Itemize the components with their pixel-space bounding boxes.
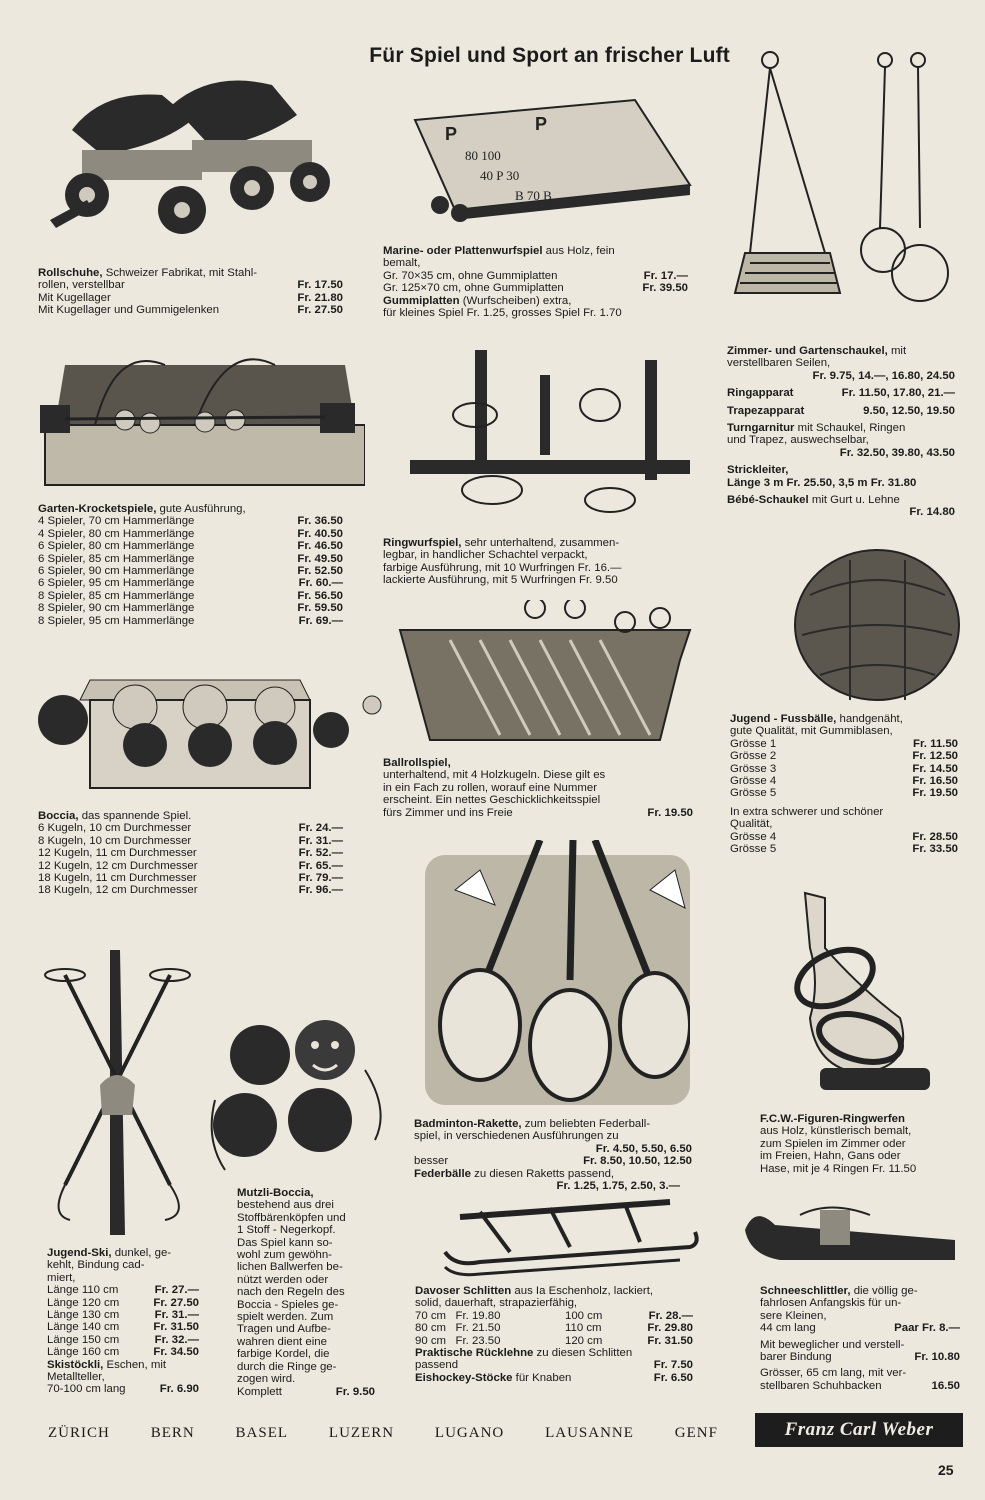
row-label: Grösse 5	[730, 787, 777, 800]
row-price: Fr. 52.50	[297, 565, 343, 578]
city-name: ZÜRICH	[48, 1425, 110, 1441]
schaukel-desc: mit	[887, 345, 907, 357]
krocket-heading: Garten-Krocketspiele,	[38, 503, 157, 515]
price-row	[38, 860, 343, 872]
row-label: 4 Spieler, 80 cm Hammerlänge	[38, 527, 195, 540]
row-label: 44 cm lang	[760, 1322, 816, 1335]
row-label: 8 Spieler, 90 cm Hammerlänge	[38, 602, 195, 615]
figuren-block	[760, 1113, 960, 1175]
mutzli-line: spielt werden. Zum	[237, 1311, 334, 1324]
eishockey-heading: Eishockey-Stöcke	[415, 1371, 513, 1384]
price-row	[730, 831, 958, 843]
row-price: Fr. 14.50	[912, 762, 958, 775]
row-label: 18 Kugeln, 11 cm Durchmesser	[38, 872, 197, 885]
federbaelle-prices: Fr. 1.25, 1.75, 2.50, 3.—	[556, 1180, 680, 1193]
skis-and-poles-illustration	[40, 945, 200, 1245]
row-price: Fr. 21.80	[297, 291, 343, 304]
federbaelle-desc: zu diesen Raketts passend,	[470, 1167, 615, 1180]
row-price: Fr. 27.50	[153, 1296, 199, 1309]
row-price: Fr. 17.—	[643, 269, 688, 282]
city-name: BASEL	[235, 1425, 289, 1441]
boccia-desc: das spannende Spiel.	[78, 810, 192, 822]
marine-desc-2: bemalt,	[383, 257, 421, 270]
figuren-heading: F.C.W.-Figuren-Ringwerfen	[760, 1113, 905, 1125]
logo-text: Franz Carl Weber	[784, 1419, 934, 1440]
badminton-heading: Badminton-Rakette,	[414, 1118, 522, 1130]
row-label: 90 cm Fr. 23.50	[415, 1334, 501, 1347]
row-label: Grösse 5	[730, 843, 777, 856]
row-label: Gr. 125×70 cm, ohne Gummiplatten	[383, 282, 564, 295]
row-price: Fr. 40.50	[297, 527, 343, 540]
row-price: Fr. 34.50	[153, 1346, 199, 1359]
price-row	[415, 1310, 693, 1322]
row-price: Fr. 52.—	[298, 847, 343, 860]
svg-text:B 70 B: B 70 B	[515, 188, 552, 203]
croquet-set-illustration	[35, 345, 365, 495]
row-label: 8 Spieler, 95 cm Hammerlänge	[38, 614, 195, 627]
boccia-block	[38, 810, 343, 897]
price-row	[730, 843, 958, 855]
figuren-line: zum Spielen im Zimmer oder	[760, 1137, 906, 1150]
fussball-desc-2: gute Qualität, mit Gummiblasen,	[730, 725, 893, 738]
fussball-heading: Jugend - Fussbälle,	[730, 713, 837, 725]
ringwurf-desc-4: lackierte Ausführung, mit 5 Wurfringen Fr. 9.50	[383, 574, 618, 587]
boccia-heading: Boccia,	[38, 810, 79, 822]
ballroll-desc-3: erscheint. Ein nettes Geschicklichkeitsspiel	[383, 794, 601, 807]
krocket-desc: gute Ausführung,	[156, 503, 246, 515]
price-row	[414, 1155, 692, 1167]
skistoeckli-heading: Skistöckli,	[47, 1358, 104, 1371]
row-label: 6 Spieler, 90 cm Hammerlänge	[38, 565, 195, 578]
row-label: Trapezapparat	[727, 404, 805, 417]
mutzli-line: wahren dient eine	[237, 1335, 327, 1348]
row-label: Komplett	[237, 1385, 282, 1398]
franz-carl-weber-logo	[755, 1413, 963, 1447]
gummiplatten-desc: (Wurfscheiben) extra,	[459, 294, 572, 307]
schneeschlittler-desc-2: fahrlosen Anfangskis für un-	[760, 1297, 902, 1310]
price-row	[47, 1309, 199, 1321]
page-number: 25	[938, 1462, 954, 1478]
price-row	[38, 292, 343, 304]
ski-desc-2: kehlt, Bindung cad-	[47, 1259, 145, 1272]
mutzli-line: Das Spiel kann so-	[237, 1236, 333, 1249]
price-row	[38, 835, 343, 847]
row-label: 8 Spieler, 85 cm Hammerlänge	[38, 589, 195, 602]
fussball-extra-2: Qualität,	[730, 818, 773, 831]
row-label: rollen, verstellbar	[38, 279, 125, 292]
price-row	[38, 822, 343, 834]
row-price: Fr. 65.—	[298, 859, 343, 872]
price-row	[38, 577, 343, 589]
gummiplatten-prices: für kleines Spiel Fr. 1.25, grosses Spiel Fr. 1.70	[383, 307, 622, 320]
figuren-line: aus Holz, künstlerisch bemalt,	[760, 1125, 912, 1138]
price-row	[415, 1322, 693, 1334]
row-label: Gr. 70×35 cm, ohne Gummiplatten	[383, 269, 558, 282]
row-label: 80 cm Fr. 21.50	[415, 1322, 501, 1335]
row-price: Fr. 29.80	[647, 1322, 693, 1335]
row-price: Fr. 39.50	[642, 282, 688, 295]
ringwurf-desc-2: legbar, in handlicher Schachtel verpackt,	[383, 549, 588, 562]
ruecklehne-desc: zu diesen Schlitten	[533, 1347, 633, 1360]
schaukel-desc-2: verstellbaren Seilen,	[727, 357, 831, 370]
turngarnitur-desc-2: und Trapez, auswechselbar,	[727, 434, 869, 447]
figuren-line: Hase, mit je 4 Ringen Fr. 11.50	[760, 1162, 917, 1175]
mutzli-line: durch die Ringe ge-	[237, 1360, 337, 1373]
rollschuhe-desc: Schweizer Fabrikat, mit Stahl-	[102, 267, 258, 279]
price-row	[47, 1383, 199, 1395]
price-row	[38, 304, 343, 316]
mutzli-line: Boccia - Spieles ge-	[237, 1298, 339, 1311]
row-price: Fr. 6.50	[653, 1371, 693, 1384]
mutzli-line: wohl zum gewöhn-	[237, 1249, 332, 1262]
row-label: 70 cm Fr. 19.80	[415, 1309, 501, 1322]
row-label: Grösse 4	[730, 775, 777, 788]
turngarnitur-prices: Fr. 32.50, 39.80, 43.50	[839, 446, 955, 459]
row-label: besser	[414, 1155, 449, 1168]
price-row	[730, 775, 958, 787]
row-price: Fr. 10.80	[914, 1351, 960, 1364]
row-price: Fr. 69.—	[298, 614, 343, 627]
davos-sled-illustration	[440, 1192, 700, 1282]
ringwurf-block	[383, 537, 701, 587]
price-row	[760, 1322, 960, 1334]
row-price: Fr. 27.50	[297, 304, 343, 317]
row-label: Länge 120 cm	[47, 1296, 120, 1309]
mutzli-boccia-illustration	[205, 1010, 395, 1185]
mutzli-line: bestehend aus drei	[237, 1199, 334, 1212]
row-label: 6 Spieler, 95 cm Hammerlänge	[38, 577, 195, 590]
row-price: Fr. 28.—	[648, 1309, 693, 1322]
skistoeckli-desc-2: Metallteller,	[47, 1371, 105, 1384]
ballroll-block	[383, 757, 693, 819]
price-row	[47, 1284, 199, 1296]
krocket-block	[38, 503, 343, 627]
row-price: Fr. 27.—	[154, 1284, 199, 1297]
row-label: 100 cm	[565, 1309, 603, 1322]
price-row	[730, 787, 958, 799]
eishockey-desc: für Knaben	[512, 1371, 572, 1384]
price-row	[727, 387, 955, 399]
row-label: Länge 160 cm	[47, 1346, 120, 1359]
ballroll-desc: unterhaltend, mit 4 Holzkugeln. Diese gilt es	[383, 769, 606, 782]
row-label: 12 Kugeln, 11 cm Durchmesser	[38, 847, 197, 860]
football-illustration	[790, 545, 965, 705]
row-label: 4 Spieler, 70 cm Hammerlänge	[38, 515, 195, 528]
price-row	[415, 1359, 693, 1371]
price-row	[38, 872, 343, 884]
row-price: Fr. 8.50, 10.50, 12.50	[583, 1155, 692, 1168]
city-name: LUZERN	[328, 1425, 395, 1441]
mutzli-line: zogen wird.	[237, 1373, 296, 1386]
ringwurf-desc: sehr unterhaltend, zusammen-	[461, 537, 620, 549]
marine-desc: aus Holz, fein	[542, 245, 615, 257]
mutzli-line: Stoffbärenköpfen und	[237, 1211, 346, 1224]
row-price: Fr. 19.50	[912, 787, 958, 800]
ring-goose-figure-illustration	[780, 888, 950, 1098]
schaukel-prices: Fr. 9.75, 14.—, 16.80, 24.50	[812, 369, 955, 382]
row-label: Mit Kugellager und Gummigelenken	[38, 304, 220, 317]
row-price: Fr. 59.50	[297, 602, 343, 615]
city-list	[48, 1425, 718, 1442]
figuren-line: im Freien, Hahn, Gans oder	[760, 1150, 901, 1163]
price-row	[730, 738, 958, 750]
row-price: 9.50, 12.50, 19.50	[863, 404, 955, 417]
svg-text:P: P	[445, 124, 458, 144]
price-row	[237, 1386, 375, 1398]
snow-skates-illustration	[740, 1200, 965, 1275]
row-price: Fr. 46.50	[297, 540, 343, 553]
row-label: 120 cm	[565, 1334, 603, 1347]
price-row	[730, 763, 958, 775]
row-price: Fr. 11.50, 17.80, 21.—	[841, 387, 955, 400]
price-row	[47, 1334, 199, 1346]
rollschuhe-heading: Rollschuhe,	[38, 267, 103, 279]
ballroll-desc-2: in ein Fach zu rollen, worauf eine Nummer	[383, 781, 597, 794]
row-price: Fr. 49.50	[297, 552, 343, 565]
row-price: Fr. 60.—	[298, 577, 343, 590]
price-row	[383, 270, 688, 282]
schaukel-heading: Zimmer- und Gartenschaukel,	[727, 345, 888, 357]
row-label: 12 Kugeln, 12 cm Durchmesser	[38, 859, 198, 872]
row-price: Fr. 36.50	[297, 515, 343, 528]
row-label: Grösse 4	[730, 830, 777, 843]
row-price: Fr. 6.90	[159, 1383, 199, 1396]
row-label: Ringapparat	[727, 387, 794, 400]
row-label: Länge 110 cm	[47, 1284, 119, 1297]
row-price: Fr. 31.—	[154, 1309, 199, 1322]
svg-text:P: P	[535, 114, 548, 134]
city-name: BERN	[150, 1425, 195, 1441]
row-price: Fr. 11.50	[913, 737, 958, 750]
row-label: Mit Kugellager	[38, 291, 111, 304]
price-row	[38, 279, 343, 291]
price-row	[415, 1335, 693, 1347]
ringwurf-desc-3: farbige Ausführung, mit 10 Wurfringen Fr. 16.—	[383, 561, 622, 574]
turngarnitur-desc: mit Schaukel, Ringen	[794, 422, 906, 435]
row-price: Fr. 12.50	[912, 750, 958, 763]
fussball-extra: In extra schwerer und schöner	[730, 805, 884, 818]
row-price: Fr. 16.50	[912, 775, 958, 788]
price-row	[47, 1321, 199, 1333]
ringwurf-heading: Ringwurfspiel,	[383, 537, 462, 549]
strickleiter-prices: Länge 3 m Fr. 25.50, 3,5 m Fr. 31.80	[727, 476, 917, 489]
mutzli-heading: Mutzli-Boccia,	[237, 1187, 314, 1199]
price-row	[38, 565, 343, 577]
badminton-desc-2: spiel, in verschiedenen Ausführungen zu	[414, 1130, 619, 1143]
row-label: stellbaren Schuhbacken	[760, 1379, 882, 1392]
row-label: Grösse 3	[730, 762, 777, 775]
ball-rolling-game-illustration	[360, 600, 695, 750]
row-price: Fr. 9.50	[335, 1385, 375, 1398]
schaukel-block	[727, 345, 955, 519]
row-price: Fr. 19.50	[647, 806, 693, 819]
city-name: LUGANO	[434, 1425, 505, 1441]
city-name: GENF	[674, 1425, 718, 1441]
bebe-desc: mit Gurt u. Lehne	[808, 494, 900, 507]
price-row	[38, 515, 343, 527]
row-label: passend	[415, 1359, 459, 1372]
price-row	[47, 1297, 199, 1309]
row-label: Grösse 1	[730, 737, 777, 750]
svg-text:80 100: 80 100	[465, 148, 501, 163]
row-price: Paar Fr. 8.—	[894, 1322, 960, 1335]
row-label: Grösse 2	[730, 750, 777, 763]
schneeschlittler-b1: Mit beweglicher und verstell-	[760, 1338, 905, 1351]
fussball-desc: handgenäht,	[836, 713, 903, 725]
roller-skates-illustration	[42, 70, 342, 250]
row-label: barer Bindung	[760, 1351, 832, 1364]
badminton-desc: zum beliebten Federball-	[521, 1118, 651, 1130]
row-label: fürs Zimmer und ins Freie	[383, 806, 513, 819]
fussball-block	[730, 713, 958, 855]
gummiplatten-heading: Gummiplatten	[383, 294, 460, 307]
ring-toss-illustration	[400, 340, 690, 520]
mutzli-line: nach den Regeln des	[237, 1286, 345, 1299]
ski-desc: dunkel, ge-	[111, 1247, 172, 1259]
row-price: Fr. 32.—	[154, 1333, 199, 1346]
row-label: Länge 130 cm	[47, 1309, 120, 1322]
marine-block	[383, 245, 688, 319]
bebe-heading: Bébé-Schaukel	[727, 494, 809, 507]
badminton-block	[414, 1118, 692, 1192]
bebe-price: Fr. 14.80	[909, 506, 955, 519]
badminton-prices: Fr. 4.50, 5.50, 6.50	[595, 1142, 692, 1155]
price-row	[760, 1380, 960, 1392]
price-row	[38, 553, 343, 565]
schneeschlittler-g1: Grösser, 65 cm lang, mit ver-	[760, 1367, 907, 1380]
svg-text:40 P 30: 40 P 30	[480, 168, 520, 183]
row-price: Fr. 33.50	[912, 843, 958, 856]
garden-swing-illustration	[730, 48, 965, 338]
schneeschlittler-desc-3: sere Kleinen,	[760, 1309, 827, 1322]
price-row	[38, 590, 343, 602]
price-row	[760, 1351, 960, 1363]
city-name: LAUSANNE	[545, 1425, 634, 1441]
schlitten-desc: aus Ia Eschenholz, lackiert,	[511, 1285, 654, 1297]
strickleiter-heading: Strickleiter,	[727, 464, 789, 477]
skistoeckli-desc: Eschen, mit	[103, 1358, 167, 1371]
row-price: Fr. 7.50	[653, 1359, 693, 1372]
mutzli-line: lichen Ballwerfen be-	[237, 1261, 343, 1274]
federbaelle-heading: Federbälle	[414, 1167, 471, 1180]
price-row	[47, 1346, 199, 1358]
schneeschlittler-block	[760, 1285, 960, 1392]
row-price: Fr. 28.50	[912, 830, 958, 843]
turngarnitur-heading: Turngarnitur	[727, 422, 795, 435]
rollschuhe-block	[38, 267, 343, 317]
price-row	[38, 615, 343, 627]
price-row	[38, 884, 343, 896]
mutzli-line: farbige Kordel, die	[237, 1348, 330, 1361]
price-row	[383, 282, 688, 294]
row-price: Fr. 79.—	[298, 872, 343, 885]
ski-desc-3: miert,	[47, 1271, 76, 1284]
schlitten-block	[415, 1285, 693, 1384]
mutzli-block	[237, 1187, 375, 1398]
schlitten-heading: Davoser Schlitten	[415, 1285, 512, 1297]
mutzli-line: nützt werden oder	[237, 1273, 329, 1286]
row-price: Fr. 56.50	[297, 589, 343, 602]
price-row	[38, 602, 343, 614]
schneeschlittler-heading: Schneeschlittler,	[760, 1285, 851, 1297]
boccia-set-illustration	[35, 675, 350, 795]
row-label: Länge 150 cm	[47, 1333, 120, 1346]
row-price: Fr. 17.50	[297, 279, 343, 292]
row-label: Länge 140 cm	[47, 1321, 120, 1334]
row-label: 6 Kugeln, 10 cm Durchmesser	[38, 822, 192, 835]
row-price: 16.50	[931, 1379, 960, 1392]
row-label: 110 cm	[565, 1322, 602, 1335]
price-row	[415, 1372, 693, 1384]
price-row	[383, 807, 693, 819]
mutzli-line: 1 Stoff - Negerkopf.	[237, 1224, 336, 1237]
row-price: Fr. 24.—	[298, 822, 343, 835]
marine-heading: Marine- oder Plattenwurfspiel	[383, 245, 543, 257]
price-row	[730, 750, 958, 762]
row-price: Fr. 96.—	[298, 884, 343, 897]
row-price: Fr. 31.50	[647, 1334, 693, 1347]
ballroll-heading: Ballrollspiel,	[383, 757, 451, 769]
row-price: Fr. 31.50	[153, 1321, 199, 1334]
ski-block	[47, 1247, 199, 1396]
badminton-rackets-illustration	[425, 840, 690, 1110]
row-label: 70-100 cm lang	[47, 1383, 126, 1396]
ski-heading: Jugend-Ski,	[47, 1247, 112, 1259]
schlitten-desc-2: solid, dauerhaft, strapazierfähig,	[415, 1297, 578, 1310]
row-label: 6 Spieler, 85 cm Hammerlänge	[38, 552, 195, 565]
price-row	[38, 847, 343, 859]
page-title: Für Spiel und Sport an frischer Luft	[369, 44, 730, 67]
ruecklehne-heading: Praktische Rücklehne	[415, 1347, 534, 1360]
row-price: Fr. 31.—	[298, 834, 343, 847]
mutzli-line: Tragen und Aufbe-	[237, 1323, 331, 1336]
throwing-board-game-illustration	[405, 95, 695, 225]
price-row	[727, 405, 955, 417]
price-row	[38, 528, 343, 540]
row-label: 8 Kugeln, 10 cm Durchmesser	[38, 834, 192, 847]
schneeschlittler-desc: die völlig ge-	[850, 1285, 918, 1297]
row-label: 18 Kugeln, 12 cm Durchmesser	[38, 884, 198, 897]
row-label: 6 Spieler, 80 cm Hammerlänge	[38, 540, 195, 553]
price-row	[38, 540, 343, 552]
